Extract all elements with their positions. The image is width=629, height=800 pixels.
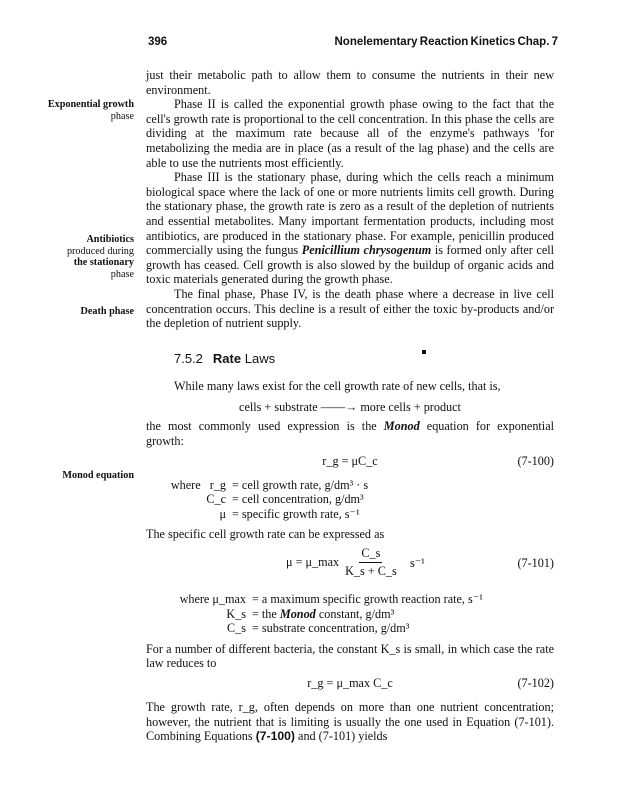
paragraph-intro: just their metabolic path to allow them to consume the nutrients in their new environment. (146, 68, 554, 97)
equation-7-102: r_g = μ_max C_c (7-102) (307, 676, 554, 690)
monod-term: Monod (383, 419, 420, 434)
paragraph-phase-3: Phase III is the stationary phase, during which the cells reach a minimum biological space where the lack of one or more nutrients limits cell growth. During the stationary phase, the growth rate is zero as a result of the depletion of nutrients and essential metabolites. Many important fermentation products, including most antibiotics, are produced in the stationary phase. For example, penicillin produced commercially using the fungus Penicillium chrysogenum is formed only after cell growth has ceased. Cell growth is also slowed by the buildup of organic acids and toxic materials generated during the growth phase. (146, 170, 554, 287)
page-header (148, 36, 558, 52)
main-text (146, 68, 554, 744)
paragraph-laws: While many laws exist for the cell growth rate of new cells, that is, (174, 379, 501, 394)
margin-note-monod: Monod equation (62, 470, 134, 481)
definitions-2: where μ_max = a maximum specific growth reaction rate, s⁻¹ K_s = the Monod constant, g/dm³ C_s = substrate concentration, g/dm³ (179, 592, 483, 636)
paragraph-phase-4: The final phase, Phase IV, is the death phase where a decrease in live cell concentration occurs. This decline is a result of either the toxic by-products and/or the depletion of nutrient supply. (146, 286, 554, 331)
equation-7-100: r_g = μC_c (7-100) (322, 453, 554, 468)
definitions-1: where r_g = cell growth rate, g/dm³ · s C_c = cell concentration, g/dm³ μ = specific growth rate, s⁻¹ (170, 477, 369, 521)
equation-number: (7-101) (517, 556, 554, 571)
reaction-equation: cells + substrate ——→ more cells + product (239, 399, 461, 414)
page-number: 396 (148, 36, 168, 48)
paragraph-specific-rate: The specific cell growth rate can be expressed as (146, 527, 385, 542)
paragraph-monod: the most commonly used expression is the Monod equation for exponential growth: (146, 419, 554, 449)
species-name: Penicillium chrysogenum (301, 243, 432, 258)
paragraph-final: The growth rate, r_g, often depends on more than one nutrient concentration; however, the nutrient that is limiting is usually the one used in Equation (7-101). Combining Equations (7-100) and (7-101) yields (146, 700, 554, 744)
paragraph-bacteria: For a number of different bacteria, the constant K_s is small, in which case the rate law reduces to (146, 641, 554, 671)
margin-note-death: Death phase (80, 306, 134, 317)
margin-note-exponential: Exponential growth phase (47, 99, 134, 122)
margin-note-antibiotics: Antibiotics produced during the stationary phase (66, 234, 134, 280)
equation-number: (7-102) (517, 676, 554, 690)
equation-number: (7-100) (517, 453, 554, 468)
equation-7-101: μ = μ_max $\frac{C\_s}{K\_s + C\_s}$ s⁻¹ (7-101) (286, 546, 554, 578)
section-heading: 7.5.2 Rate Laws (174, 350, 276, 366)
running-title: Nonelementary Reaction Kinetics Chap. 7 (334, 36, 558, 48)
paragraph-phase-2: Phase II is called the exponential growth phase owing to the fact that the cell's growth rate is proportional to the cell concentration. In this phase the cells are dividing at the maximum rate because all of the enzyme's pathways 'for metabolizing the media are in place (as a result of the lag phase) and the cells are able to use the nutrients most efficiently. (146, 97, 554, 170)
